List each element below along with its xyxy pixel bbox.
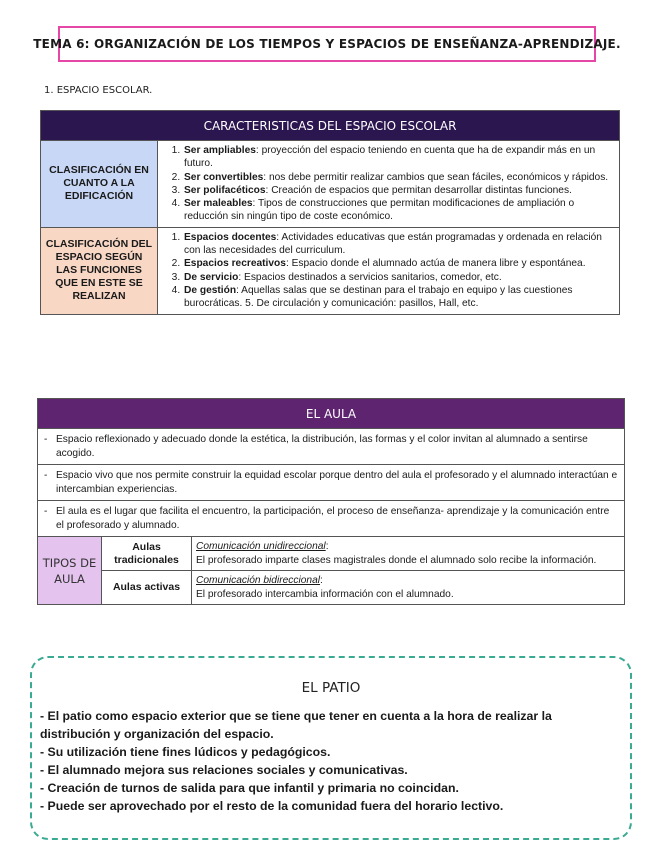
section-label: 1. ESPACIO ESCOLAR. (44, 85, 153, 96)
patio-box (30, 656, 632, 840)
list-item: 2. Espacios recreativos: Espacio donde el alumnado actúa de manera libre y espontánea. (183, 257, 617, 270)
school-space-table-header: CARACTERISTICAS DEL ESPACIO ESCOLAR (41, 111, 619, 140)
bullet-row: - El aula es el lugar que facilita el encuentro, la participación, el proceso de enseñanza- aprendizaje y la comunicación entre el profesorado y alumnado. (38, 500, 624, 536)
table-row (41, 140, 619, 227)
page-title: TEMA 6: ORGANIZACIÓN DE LOS TIEMPOS Y ESPACIOS DE ENSEÑANZA-APRENDIZAJE. (58, 26, 596, 62)
classroom-types (38, 536, 624, 604)
list-item: 3. Ser polifacéticos: Creación de espacios que permitan desarrollar distintas funciones. (183, 184, 617, 197)
table-row (41, 227, 619, 314)
type-name: Aulas activas (102, 571, 192, 604)
bullet-row: - Espacio vivo que nos permite construir la equidad escolar porque dentro del aula el profesorado y el alumnado interactúan e intercambian experiencias. (38, 464, 624, 500)
row-label: CLASIFICACIÓN EN CUANTO A LA EDIFICACIÓN (41, 141, 158, 227)
list-item: 4. Ser maleables: Tipos de construcciones que permitan modificaciones de ampliación o reducción sin ningún tipo de coste económico. (183, 197, 617, 224)
list-item: 1. Espacios docentes: Actividades educativas que están programadas y ordenada en relación con las necesidades del curriculum. (183, 231, 617, 258)
table-row (102, 537, 624, 570)
patio-title: EL PATIO (301, 680, 361, 696)
list-item: 3. De servicio: Espacios destinados a servicios sanitarios, comedor, etc. (183, 271, 617, 284)
table-row (102, 570, 624, 604)
list-item: 1. Ser ampliables: proyección del espacio teniendo en cuenta que ha de expandir más en un futuro. (183, 144, 617, 171)
type-description: Comunicación bidireccional: El profesorado intercambia información con el alumnado. (196, 575, 454, 600)
type-name: Aulas tradicionales (102, 537, 192, 570)
dash-icon: - (44, 470, 48, 481)
dash-icon: - (44, 434, 48, 445)
type-description: Comunicación unidireccional: El profesorado imparte clases magistrales donde el alumnado solo recibe la información. (196, 541, 597, 566)
row-content (158, 228, 619, 314)
list-item: - El alumnado mejora sus relaciones sociales y comunicativas. (40, 763, 408, 777)
classroom-table-header: EL AULA (38, 399, 624, 428)
list-item: 4. De gestión: Aquellas salas que se destinan para el trabajo en equipo y las cuestiones burocráticas. 5. De circulación y comunicación: pasillos, Hall, etc. (183, 284, 617, 311)
list-item: - Su utilización tiene fines lúdicos y pedagógicos. (40, 745, 331, 759)
list-item: 2. Ser convertibles: nos debe permitir realizar cambios que sean fáciles, económicos y rápidos. (183, 171, 617, 184)
types-label: TIPOS DE AULA (38, 537, 102, 604)
school-space-table (40, 110, 620, 315)
row-content (158, 141, 619, 227)
patio-list (40, 707, 624, 815)
classroom-table (37, 398, 625, 605)
bullet-row: - Espacio reflexionado y adecuado donde la estética, la distribución, las formas y el color invitan al alumnado a sentirse acogido. (38, 428, 624, 464)
list-item: - Puede ser aprovechado por el resto de la comunidad fuera del horario lectivo. (40, 799, 504, 813)
list-item: - Creación de turnos de salida para que infantil y primaria no coincidan. (40, 781, 459, 795)
list-item: - El patio como espacio exterior que se tiene que tener en cuenta a la hora de realizar la distribución y organización del espacio. (40, 709, 552, 741)
row-label: CLASIFICACIÓN DEL ESPACIO SEGÚN LAS FUNCIONES QUE EN ESTE SE REALIZAN (41, 228, 158, 314)
dash-icon: - (44, 506, 48, 517)
